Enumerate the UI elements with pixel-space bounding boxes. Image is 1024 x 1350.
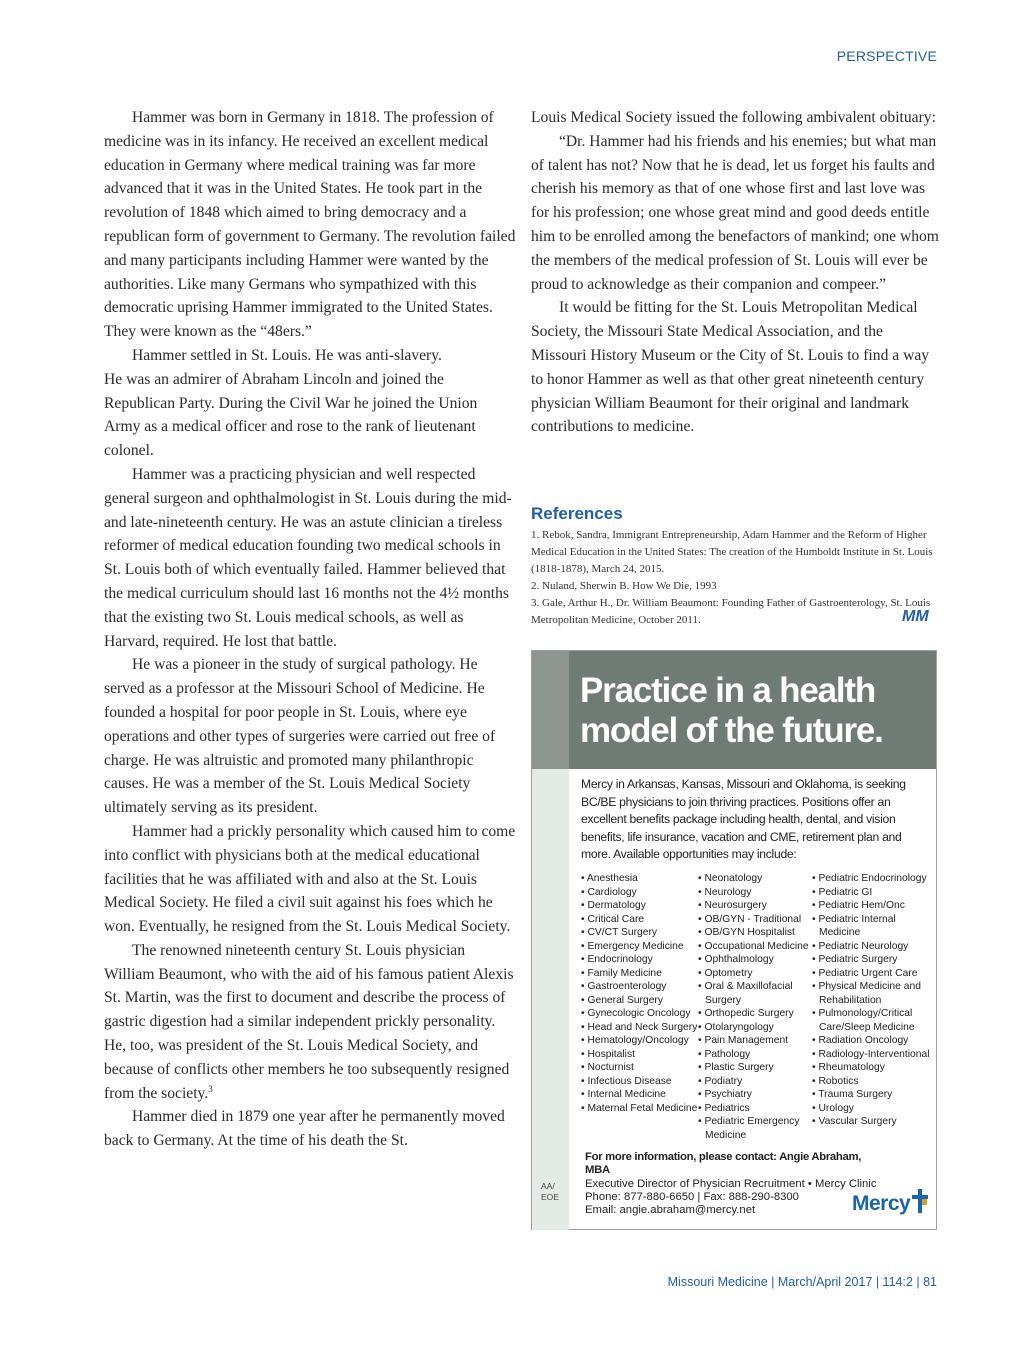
contact-title: Executive Director of Physician Recruitment • Mercy Clinic <box>585 1177 877 1190</box>
specialty-item: • Pediatric Surgery <box>812 954 898 965</box>
mercy-cross-icon <box>912 1189 928 1213</box>
right-column <box>531 106 941 439</box>
specialty-item: • Pediatric Endocrinology <box>812 873 927 884</box>
specialty-item: • Cardiology <box>581 886 637 898</box>
paragraph: Hammer settled in St. Louis. He was anti-slavery. <box>132 346 442 364</box>
specialty-item: • OB/GYN - Traditional <box>698 913 802 925</box>
specialty-item: • CV/CT Surgery <box>581 927 658 938</box>
specialty-item: • Podiatry <box>698 1075 743 1087</box>
specialty-item: • Pulmonology/Critical Care/Sleep Medicine <box>812 1008 915 1033</box>
specialty-item: • Hematology/Oncology <box>581 1035 689 1046</box>
ad-intro-text: Mercy in Arkansas, Kansas, Missouri and Oklahoma, is seeking BC/BE physicians to join thriving practices. Positions offer an excellent benefits package including health, dental, and vision benefits, life insurance, vacation and CME, retirement plan and more. Available opportunities may include: <box>581 777 906 861</box>
section-label: PERSPECTIVE <box>836 48 937 64</box>
paragraph: Louis Medical Society issued the following ambivalent obituary: <box>531 109 936 126</box>
paragraph-with-footnote <box>104 939 516 1106</box>
end-mark-logo: MM <box>902 608 929 625</box>
specialty-item: • Optometry <box>698 967 753 979</box>
specialty-item: • Neurology <box>698 886 752 898</box>
specialty-item: • Internal Medicine <box>581 1089 666 1100</box>
specialty-item: • Plastic Surgery <box>698 1062 774 1073</box>
specialty-item: • Dermatology <box>581 900 646 911</box>
reference-item: 1. Rebok, Sandra, Immigrant Entrepreneurship, Adam Hammer and the Reform of Higher Medical Education in the United States: The creation of the Humboldt Institute in St. Louis (1818-1878), March 24, 2015. <box>531 529 933 575</box>
specialty-list-col1 <box>581 872 699 1115</box>
specialty-list-col2 <box>698 872 816 1142</box>
specialty-item: • Rheumatology <box>812 1062 885 1073</box>
paragraph: He was an admirer of Abraham Lincoln and joined the Republican Party. During the Civil War he joined the Union Army as a medical officer and rose to the rank of lieutenant colonel. <box>104 370 478 460</box>
specialty-item: • Occupational Medicine <box>698 940 809 952</box>
mercy-advertisement[interactable] <box>531 650 937 1230</box>
mercy-logo-text: Mercy <box>852 1192 911 1215</box>
footnote-marker[interactable]: 3 <box>208 1083 213 1094</box>
specialty-item: • Maternal Fetal Medicine <box>581 1102 698 1114</box>
specialty-item: • OB/GYN Hospitalist <box>698 927 795 938</box>
specialty-item: • Psychiatry <box>698 1089 752 1100</box>
specialty-item: • Pediatric Internal Medicine <box>812 913 896 938</box>
specialty-item: • Infectious Disease <box>581 1075 672 1087</box>
paragraph: Hammer had a prickly personality which caused him to come into conflict with physicians both at the medical educational facilities that he was affiliated with and also at the St. Louis Medical Society. He filed a civil suit against his foes which he won. Eventually, he resigned from the St. Louis Medical Society. <box>104 822 516 936</box>
specialty-item: • Trauma Surgery <box>812 1089 893 1100</box>
page-footer: Missouri Medicine | March/April 2017 | 114:2 | 81 <box>667 1275 937 1289</box>
specialty-item: • Endocrinology <box>581 954 653 965</box>
mercy-logo <box>852 1192 928 1216</box>
contact-heading: For more information, please contact: Angie Abraham, MBA <box>585 1151 862 1177</box>
specialty-item: • Neonatology <box>698 873 763 884</box>
specialty-item: • Vascular Surgery <box>812 1116 897 1127</box>
specialty-item: • Ophthalmology <box>698 954 774 965</box>
specialty-item: • Pediatric Neurology <box>812 940 909 952</box>
specialty-item: • Hospitalist <box>581 1048 635 1060</box>
specialty-item: • Pediatric Hem/Onc <box>812 900 905 911</box>
specialty-item: • Radiation Oncology <box>812 1035 909 1046</box>
specialty-item: • Otolaryngology <box>698 1021 774 1033</box>
specialty-item: • Pathology <box>698 1048 751 1060</box>
specialty-item: • Head and Neck Surgery <box>581 1021 698 1033</box>
paragraph-text: The renowned nineteenth century St. Louis physician William Beaumont, who with the aid of his famous patient Alexis St. Martin, was the first to document and describe the process of gastric digestion had a similar independent prickly personality. He, too, was president of the St. Louis Medical Society, and because of conflicts other members he too subsequently resigned from the society. <box>104 941 514 1102</box>
paragraph: Hammer was a practicing physician and well respected general surgeon and ophthalmologist in St. Louis during the mid- and late-nineteenth century. He was an astute clinician a tireless reformer of medical education founding two medical schools in St. Louis both of which eventually failed. Hammer believed that the medical curriculum should last 16 months not the 4½ months that the existing two St. Louis medical schools, as well as Harvard, required. He lost that battle. <box>104 465 512 650</box>
specialty-item: • Orthopedic Surgery <box>698 1008 794 1019</box>
specialty-list-col3 <box>812 872 932 1129</box>
specialty-item: • Emergency Medicine <box>581 940 684 952</box>
eoe-line: EOE <box>541 1192 559 1202</box>
specialty-item: • Pediatric Urgent Care <box>812 967 918 979</box>
left-column <box>104 106 516 1153</box>
ad-contact-block <box>585 1151 885 1217</box>
specialty-item: • Gastroenterology <box>581 981 667 992</box>
contact-phone: Phone: 877-880-6650 | Fax: 888-290-8300 <box>585 1190 799 1203</box>
references-heading: References <box>531 504 623 523</box>
obituary-quote: “Dr. Hammer had his friends and his enemies; but what man of talent has not? Now that he is dead, let us forget his faults and cherish his memory as that of one whose first and last love was for his profession; one whose great mind and good deeds entitle him to be enrolled among the benefactors of mankind; one whom the members of the medical profession of St. Louis will ever be proud to acknowledge as their companion and compeer.” <box>531 132 939 293</box>
reference-item: 2. Nuland, Sherwin B. How We Die, 1993 <box>531 580 717 592</box>
ad-headline-line: model of the future. <box>580 711 883 750</box>
specialty-item: • Robotics <box>812 1075 859 1087</box>
ad-side-strip-light <box>532 769 569 1230</box>
specialty-item: • Pain Management <box>698 1035 789 1046</box>
specialty-item: • Physical Medicine and Rehabilitation <box>812 981 921 1006</box>
paragraph: He was a pioneer in the study of surgical pathology. He served as a professor at the Missouri School of Medicine. He founded a hospital for poor people in St. Louis, where eye operations and other types of surgeries were carried out free of charge. He was altruistic and promoted many philanthropic causes. He was a member of the St. Louis Medical Society ultimately serving as its president. <box>104 656 496 817</box>
specialty-item: • Radiology-Interventional <box>812 1048 930 1060</box>
specialty-item: • Critical Care <box>581 913 645 925</box>
specialty-item: • General Surgery <box>581 994 664 1006</box>
aa-eoe-notice <box>541 1181 559 1203</box>
ad-headline-line: Practice in a health <box>580 671 876 710</box>
paragraph: Hammer was born in Germany in 1818. The profession of medicine was in its infancy. He received an excellent medical education in Germany where medical training was far more advanced that it was in the United States. He took part in the revolution of 1848 which aimed to bring democracy and a republican form of government to Germany. The revolution failed and many participants including Hammer were wanted by the authorities. Like many Germans who sympathized with this democratic uprising Hammer immigrated to the United States. They were known as the “48ers.” <box>104 109 516 341</box>
specialty-item: • Urology <box>812 1102 854 1114</box>
specialty-item: • Pediatric Emergency Medicine <box>698 1116 800 1141</box>
eoe-line: AA/ <box>541 1181 555 1191</box>
ad-headline <box>580 671 934 751</box>
specialty-item: • Oral & Maxillofacial Surgery <box>698 981 793 1006</box>
ad-side-strip-dark <box>532 651 569 769</box>
specialty-item: • Gynecologic Oncology <box>581 1008 691 1019</box>
specialty-item: • Pediatrics <box>698 1102 750 1114</box>
contact-email[interactable]: Email: angie.abraham@mercy.net <box>585 1204 756 1217</box>
specialty-item: • Anesthesia <box>581 873 638 884</box>
specialty-item: • Pediatric GI <box>812 886 873 898</box>
paragraph: It would be fitting for the St. Louis Metropolitan Medical Society, the Missouri State Medical Association, and the Missouri History Museum or the City of St. Louis to find a way to honor Hammer as well as that other great nineteenth century physician William Beaumont for their original and landmark contributions to medicine. <box>531 299 930 436</box>
specialty-item: • Neurosurgery <box>698 900 767 911</box>
specialty-item: • Family Medicine <box>581 967 662 979</box>
specialty-item: • Nocturnist <box>581 1062 634 1073</box>
reference-item: 3. Gale, Arthur H., Dr. William Beaumont: Founding Father of Gastroenterology, St. Louis Metropolitan Medicine, October 2011. <box>531 597 931 626</box>
references-list <box>531 527 941 629</box>
paragraph: Hammer died in 1879 one year after he permanently moved back to Germany. At the time of his death the St. <box>104 1108 505 1150</box>
